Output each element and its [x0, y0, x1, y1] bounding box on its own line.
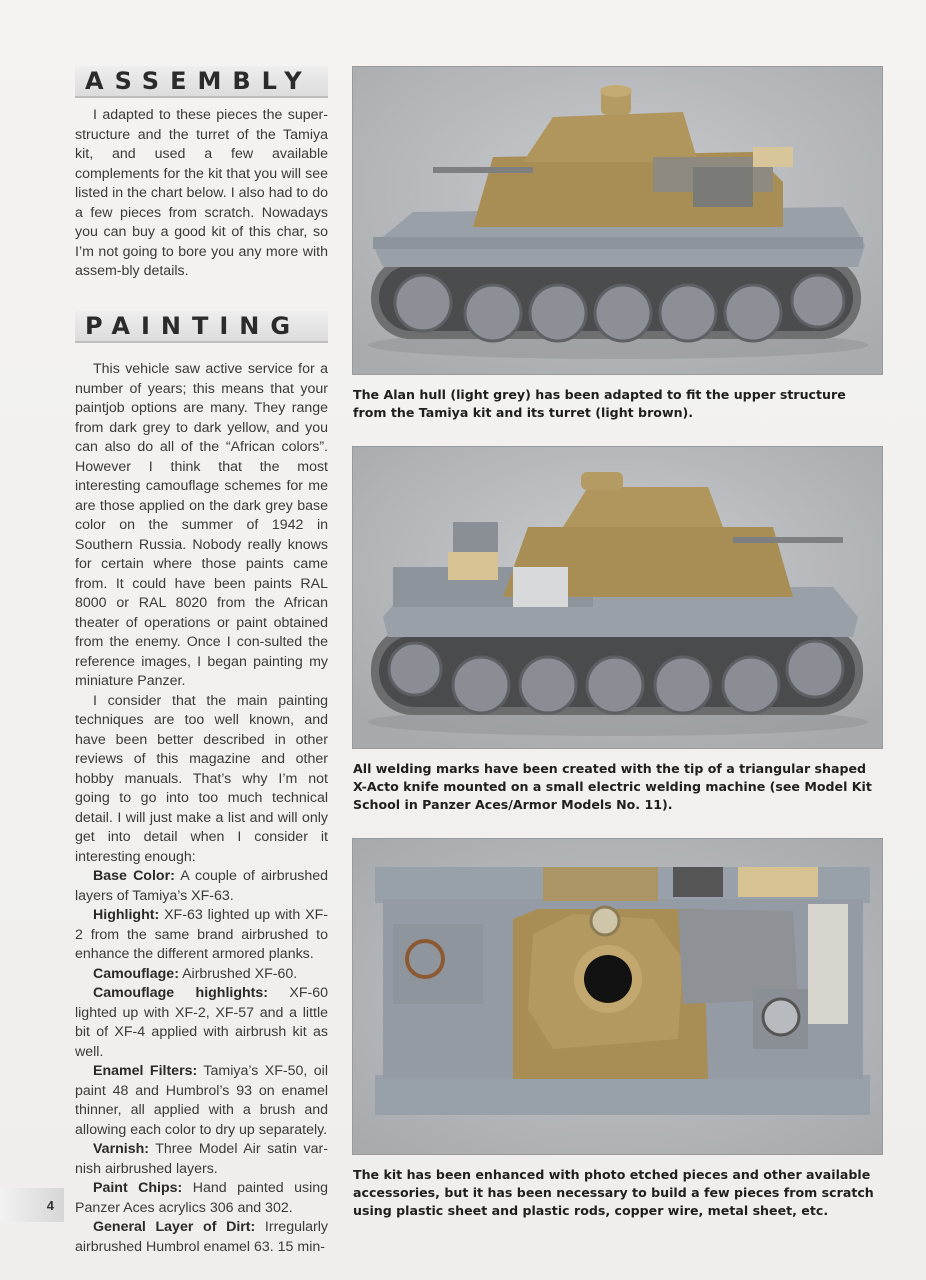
list-text: XF-60 lighted up with XF-2, XF-57 and a little bit of XF-4 applied with airbrush kit as well.: [75, 985, 328, 1060]
page-number: 4: [46, 1197, 54, 1213]
painting-header-text: PAINTING: [85, 312, 302, 340]
list-item-paint-chips: [75, 1179, 328, 1218]
list-label: Camouflage highlights:: [93, 985, 269, 1001]
painting-paragraph-2: I consider that the main painting techniques are too well known, and have been better described in other reviews of this magazine and other hobby manuals. That’s why I’m not going to go into too much technical detail. I will just make a list and will only get into detail when I consider it interesting enough:: [75, 692, 328, 865]
tank-top-illustration: [353, 839, 882, 1154]
list-text: Three Model Air satin var-nish airbrushed layers.: [75, 1141, 328, 1177]
assembly-header: [75, 66, 328, 98]
caption-photo-3: The kit has been enhanced with photo etched pieces and other available accessories, but it has been necessary to build a few pieces from scratch using plastic sheet and plastic rods, copper wire, metal sheet, etc.: [353, 1167, 874, 1218]
list-text: Irregularly airbrushed Humbrol enamel 63. 15 min-: [75, 1219, 328, 1255]
list-item-general-dirt: [75, 1218, 328, 1257]
photo-tank-side-2: [352, 446, 883, 749]
list-label: Camouflage:: [93, 965, 179, 982]
list-item-highlight: [75, 906, 328, 965]
list-label: General Layer of Dirt:: [93, 1219, 256, 1235]
photo-tank-top: [352, 838, 883, 1155]
list-item-camouflage: [75, 965, 328, 985]
assembly-paragraph: I adapted to these pieces the super-structure and the turret of the Tamiya kit, and used a few available complements for the kit that you will see listed in the chart below. I also had to do a few pieces from scratch. Nowadays you can buy a good kit of this char, so I’m not going to bore you any more with assem-bly details.: [75, 107, 328, 279]
tank-side-illustration-2: [353, 447, 882, 748]
list-text: A couple of airbrushed layers of Tamiya’s XF-63.: [75, 868, 329, 904]
list-item-camouflage-highlights: [75, 984, 328, 1062]
list-text: Airbrushed XF-60.: [178, 965, 298, 982]
list-text: XF-63 lighted up with XF-2 from the same brand airbrushed to enhance the different armored planks.: [75, 907, 328, 962]
photo-tank-side-1: [352, 66, 883, 375]
list-label: Paint Chips:: [93, 1180, 183, 1196]
assembly-text-block: [75, 106, 328, 282]
list-text: Hand painted using Panzer Aces acrylics 306 and 302.: [75, 1180, 328, 1216]
caption-photo-1: The Alan hull (light grey) has been adapted to fit the upper structure from the Tamiya kit and its turret (light brown).: [353, 387, 846, 420]
caption-photo-2: All welding marks have been created with the tip of a triangular shaped X-Acto knife mounted on a small electric welding machine (see Model Kit School in Panzer Aces/Armor Models No. 11).: [353, 761, 872, 812]
tank-side-illustration: [353, 67, 882, 374]
list-item-enamel-filters: [75, 1062, 328, 1140]
assembly-header-text: ASSEMBLY: [85, 67, 313, 95]
list-item-varnish: [75, 1140, 328, 1179]
painting-text-block: [75, 360, 328, 1257]
list-text: Tamiya’s XF-50, oil paint 48 and Humbrol’s 93 on enamel thinner, all applied with a brush and allowing each color to dry up separately.: [75, 1063, 328, 1138]
list-label: Varnish:: [93, 1141, 149, 1157]
page-number-tab: [0, 1188, 64, 1222]
list-item-base-color: [75, 867, 328, 906]
list-label: Enamel Filters:: [93, 1063, 198, 1079]
list-label: Base Color:: [93, 868, 175, 884]
painting-header: [75, 311, 328, 343]
painting-paragraph-1: This vehicle saw active service for a number of years; this means that your paintjob options are many. They range from dark grey to dark yellow, and you can also do all of the “African colors”. However I think that the most interesting camouflage schemes for me are those applied on the dark grey base color on the summer of 1942 in Southern Russia. Nobody really knows for certain where those paints came from. It could have been paints RAL 8000 or RAL 8020 from the African theater of operations or paint obtained from the enemy. Once I con-sulted the reference images, I began painting my miniature Panzer.: [75, 361, 328, 689]
list-label: Highlight:: [93, 907, 160, 923]
